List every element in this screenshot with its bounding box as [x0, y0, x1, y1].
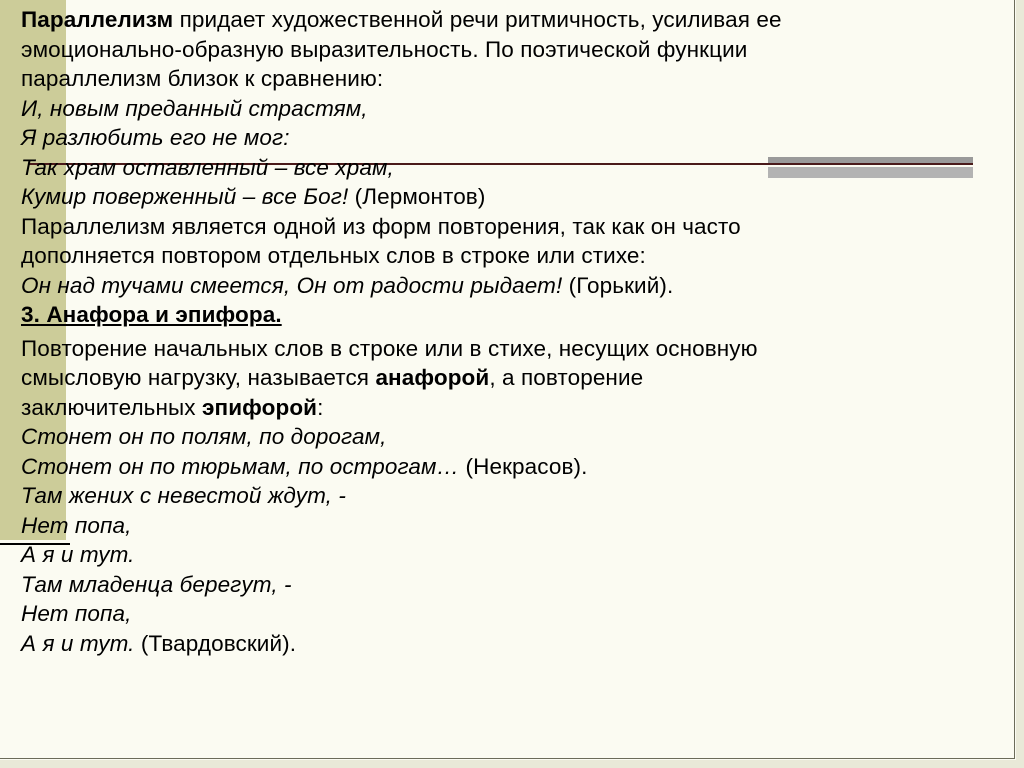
verse-line: Так храм оставленный – все храм, [21, 154, 394, 180]
frame-shadow-right [1016, 0, 1024, 768]
verse-line: Стонет он по полям, по дорогам, [21, 424, 387, 449]
paragraph-3-line-2: смысловую нагрузку, называется анафорой, а повторение [21, 365, 644, 390]
verse-line: А я и тут. [21, 542, 135, 567]
paragraph-3-line-1: Повторение начальных слов в строке или в стихе, несущих основную [21, 335, 758, 361]
slide-text [21, 5, 981, 658]
paragraph-1-line-2: эмоционально-образную выразительность. По поэтической функции [21, 36, 748, 62]
verse-line: Он над тучами смеется, Он от радости рыдает! (Горький). [21, 272, 674, 298]
paragraph-1-line-3: параллелизм близок к сравнению: [21, 66, 384, 91]
verse-line: Там младенца берегут, - [21, 571, 292, 597]
term-epiphora: эпифорой [202, 394, 318, 420]
author-attribution: (Некрасов). [459, 453, 588, 479]
verse-line: Нет попа, [21, 512, 132, 538]
paragraph-1-line-1: Параллелизм придает художественной речи ритмичность, усиливая ее [21, 7, 782, 32]
author-attribution: (Твардовский). [134, 630, 297, 656]
term-parallelism: Параллелизм [21, 7, 174, 32]
paragraph-2-line-2: дополняется повтором отдельных слов в строке или стихе: [21, 243, 646, 268]
author-attribution: (Горький). [562, 272, 674, 298]
verse-line: И, новым преданный страстям, [21, 95, 368, 121]
frame-shadow-bottom [0, 760, 1024, 768]
verse-line: Я разлюбить его не мог: [21, 125, 290, 150]
paragraph-3-line-3: заключительных эпифорой: [21, 394, 324, 420]
verse-line: Там жених с невестой ждут, - [21, 483, 346, 508]
verse-line: Нет попа, [21, 601, 132, 626]
section-heading: 3. Анафора и эпифора. [21, 302, 282, 327]
author-attribution: (Лермонтов) [348, 184, 486, 209]
paragraph-2-line-1: Параллелизм является одной из форм повторения, так как он часто [21, 213, 741, 239]
verse-line: Стонет он по тюрьмам, по острогам… (Некрасов). [21, 453, 588, 479]
verse-line: А я и тут. (Твардовский). [21, 630, 297, 656]
term-anaphora: анафорой [375, 365, 490, 390]
verse-line: Кумир поверженный – все Бог! (Лермонтов) [21, 184, 486, 209]
